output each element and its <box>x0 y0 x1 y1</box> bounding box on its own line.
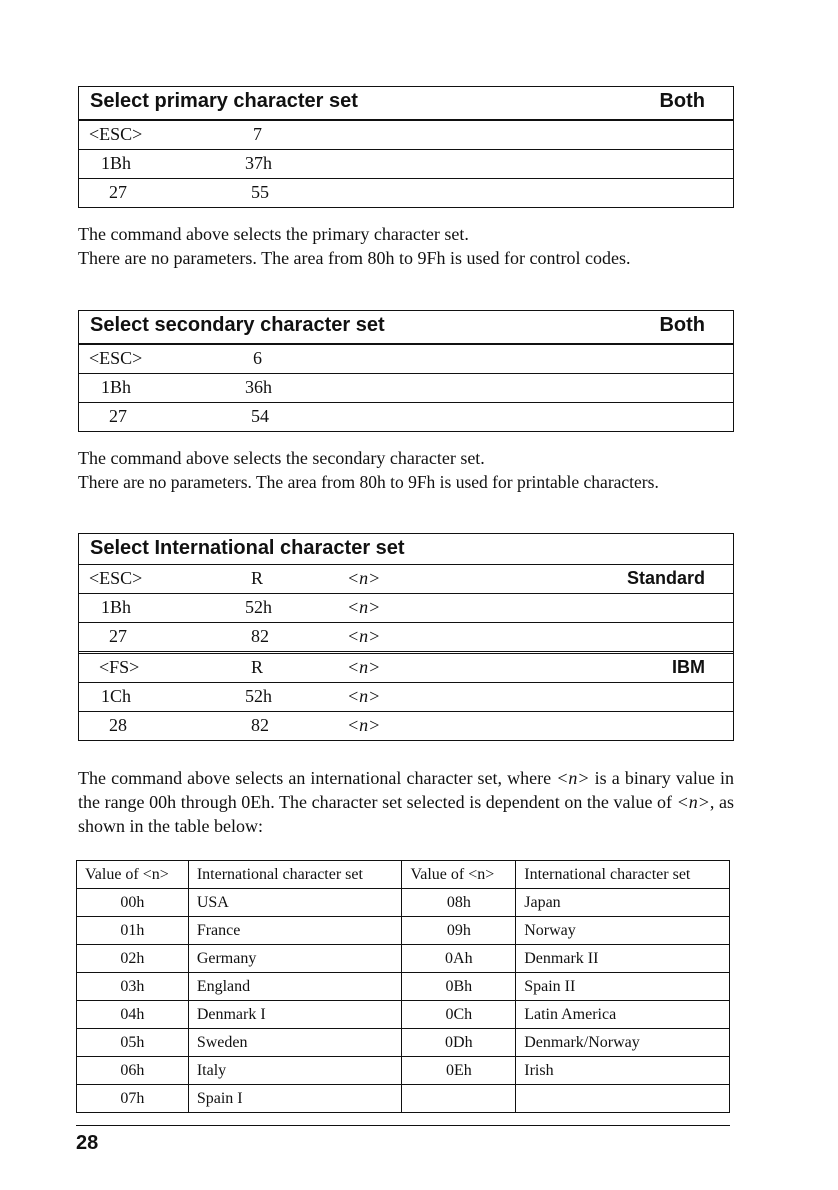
secondary-mode: Both <box>659 314 705 336</box>
table-cell: 01h <box>77 917 189 945</box>
table-cell <box>402 1085 516 1113</box>
code-cell: 1Bh <box>101 377 132 397</box>
column-header: Value of <n> <box>77 861 189 889</box>
table-row <box>77 945 730 973</box>
param-cell: <n> <box>347 657 381 677</box>
table-row <box>77 973 730 1001</box>
code-cell: 27 <box>109 406 127 426</box>
code-cell: 27 <box>109 182 127 202</box>
table-cell: Sweden <box>188 1029 402 1057</box>
international-title: Select International character set <box>90 537 405 559</box>
description-line: There are no parameters. The area from 80h to 9Fh is used for control codes. <box>78 248 631 268</box>
description-line: There are no parameters. The area from 80h to 9Fh is used for printable characters. <box>78 472 659 492</box>
code-cell: 1Bh <box>101 597 132 617</box>
table-cell: Denmark I <box>188 1001 402 1029</box>
secondary-command-box <box>78 310 734 432</box>
description-part: is a binary value in the range 00h through 0Eh. The character set selected is dependent on the value of <box>78 768 734 812</box>
table-cell: 0Ah <box>402 945 516 973</box>
command-row <box>79 683 733 712</box>
code-cell: 7 <box>253 124 262 144</box>
primary-description <box>78 222 738 270</box>
primary-title: Select primary character set <box>90 90 358 112</box>
table-cell: Latin America <box>516 1001 730 1029</box>
command-row <box>79 150 733 179</box>
secondary-title: Select secondary character set <box>90 314 385 336</box>
table-row <box>77 1029 730 1057</box>
table-cell: Spain I <box>188 1085 402 1113</box>
code-cell: 82 <box>251 715 269 735</box>
secondary-header <box>79 311 733 345</box>
table-cell: 07h <box>77 1085 189 1113</box>
table-cell: 0Bh <box>402 973 516 1001</box>
command-row <box>79 179 733 207</box>
international-header <box>79 534 733 565</box>
table-cell: 0Dh <box>402 1029 516 1057</box>
table-cell: Germany <box>188 945 402 973</box>
table-cell: 0Ch <box>402 1001 516 1029</box>
primary-header <box>79 87 733 121</box>
table-cell: France <box>188 917 402 945</box>
table-row <box>77 1085 730 1113</box>
description-line: The command above selects the primary character set. <box>78 224 469 244</box>
description-part: The command above selects an international character set, where <box>78 768 557 788</box>
table-cell: 09h <box>402 917 516 945</box>
page-number: 28 <box>76 1132 99 1154</box>
code-cell: 36h <box>245 377 272 397</box>
table-cell: Spain II <box>516 973 730 1001</box>
table-cell: 02h <box>77 945 189 973</box>
command-row <box>79 594 733 623</box>
table-cell: 0Eh <box>402 1057 516 1085</box>
code-cell: 54 <box>251 406 269 426</box>
table-cell: 04h <box>77 1001 189 1029</box>
param-inline: <n> <box>556 768 590 788</box>
table-cell <box>516 1085 730 1113</box>
table-cell: Italy <box>188 1057 402 1085</box>
description-part: , as shown in the table below: <box>78 792 734 836</box>
param-cell: <n> <box>347 626 381 646</box>
column-header: International character set <box>516 861 730 889</box>
command-row <box>79 403 733 431</box>
code-cell: 6 <box>253 348 262 368</box>
column-header: Value of <n> <box>402 861 516 889</box>
command-row <box>79 374 733 403</box>
table-cell: USA <box>188 889 402 917</box>
command-row <box>79 623 733 654</box>
code-cell: <FS> <box>99 657 140 677</box>
secondary-description <box>78 446 738 494</box>
command-row <box>79 654 733 683</box>
table-row <box>77 1057 730 1085</box>
code-cell: R <box>251 568 264 588</box>
command-row <box>79 565 733 594</box>
international-description <box>78 766 734 838</box>
table-cell: 05h <box>77 1029 189 1057</box>
table-cell: Denmark/Norway <box>516 1029 730 1057</box>
charset-table <box>76 860 730 1113</box>
param-cell: <n> <box>347 686 381 706</box>
table-row <box>77 917 730 945</box>
table-cell: Denmark II <box>516 945 730 973</box>
code-cell: 55 <box>251 182 269 202</box>
param-cell: <n> <box>347 568 381 588</box>
code-cell: 1Bh <box>101 153 132 173</box>
description-text <box>78 766 734 838</box>
primary-mode: Both <box>659 90 705 112</box>
code-cell: 1Ch <box>101 686 132 706</box>
code-cell: 37h <box>245 153 272 173</box>
table-cell: England <box>188 973 402 1001</box>
command-row <box>79 712 733 740</box>
table-cell: 06h <box>77 1057 189 1085</box>
table-header-row <box>77 861 730 889</box>
column-header: International character set <box>188 861 402 889</box>
param-inline: <n> <box>676 792 710 812</box>
table-row <box>77 889 730 917</box>
command-row <box>79 345 733 374</box>
table-cell: Irish <box>516 1057 730 1085</box>
code-cell: <ESC> <box>89 124 143 144</box>
table-cell: 08h <box>402 889 516 917</box>
param-cell: <n> <box>347 597 381 617</box>
command-row <box>79 121 733 150</box>
ibm-label: IBM <box>672 657 705 677</box>
code-cell: 52h <box>245 597 272 617</box>
code-cell: 27 <box>109 626 127 646</box>
code-cell: R <box>251 657 264 677</box>
description-line: The command above selects the secondary character set. <box>78 448 485 468</box>
code-cell: 28 <box>109 715 127 735</box>
primary-command-box <box>78 86 734 208</box>
table-row <box>77 1001 730 1029</box>
footer-rule <box>76 1125 730 1126</box>
table-cell: Japan <box>516 889 730 917</box>
code-cell: <ESC> <box>89 348 143 368</box>
table-cell: Norway <box>516 917 730 945</box>
international-command-box <box>78 533 734 741</box>
table-cell: 00h <box>77 889 189 917</box>
param-cell: <n> <box>347 715 381 735</box>
code-cell: 52h <box>245 686 272 706</box>
table-cell: 03h <box>77 973 189 1001</box>
standard-label: Standard <box>626 568 705 588</box>
code-cell: <ESC> <box>89 568 143 588</box>
code-cell: 82 <box>251 626 269 646</box>
